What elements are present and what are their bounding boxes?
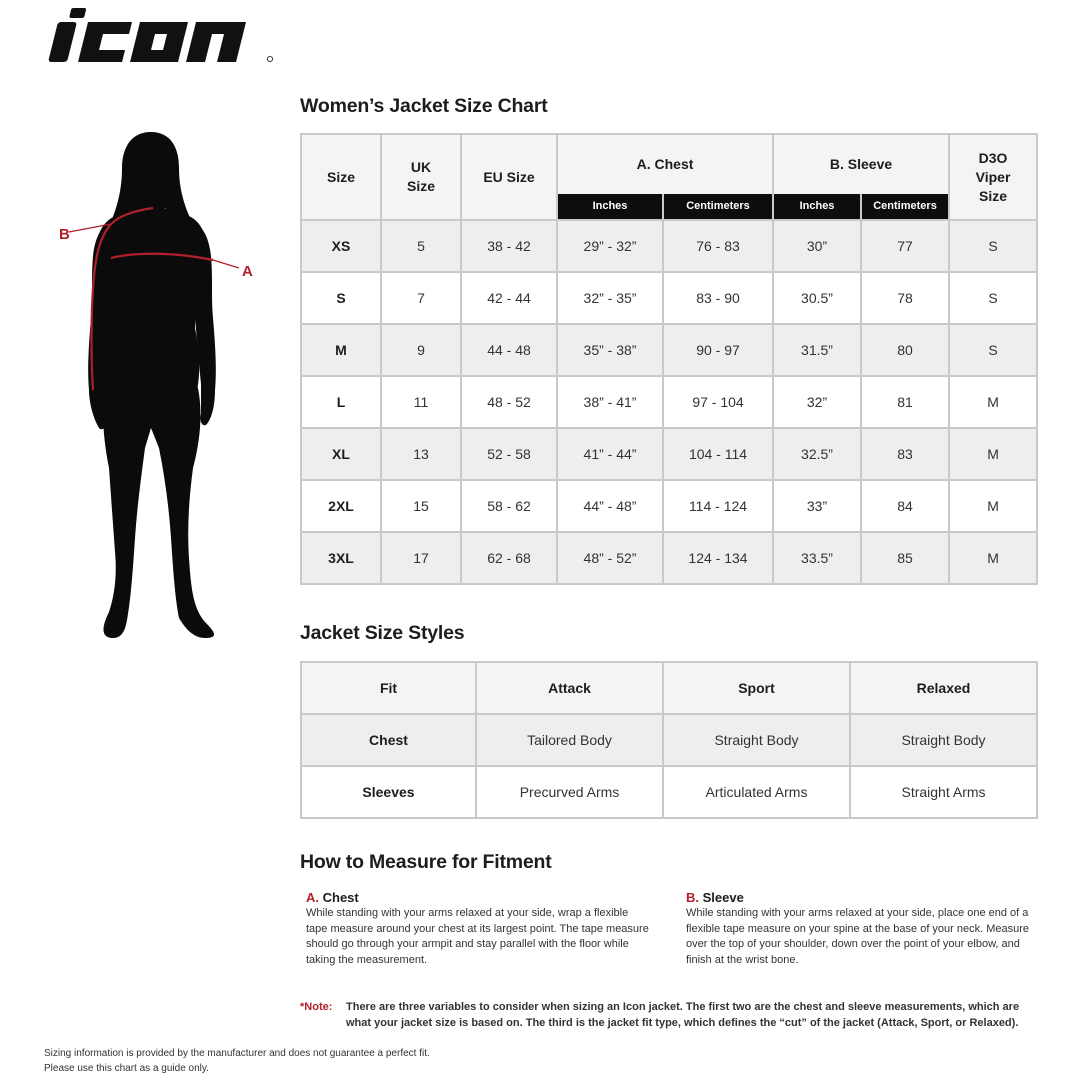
cell-size: XL <box>301 428 381 480</box>
cell-d3o: M <box>949 480 1037 532</box>
registered-mark-icon <box>267 56 272 61</box>
logo-i-stem <box>48 22 77 62</box>
header-fit: Fit <box>301 662 476 714</box>
label-b: B <box>59 226 70 243</box>
cell-sleeve-in: 32” <box>773 376 861 428</box>
cell-sleeve-cm: 84 <box>861 480 949 532</box>
header-sleeve: B. Sleeve <box>773 134 949 194</box>
cell-chest-in: 35” - 38” <box>557 324 663 376</box>
table-row <box>301 766 1037 818</box>
jacket-styles-table <box>300 661 1038 819</box>
cell-attack: Tailored Body <box>476 714 663 766</box>
header-uk-size: UK Size <box>381 134 461 220</box>
cell-relaxed: Straight Body <box>850 714 1037 766</box>
cell-sleeve-cm: 81 <box>861 376 949 428</box>
cell-d3o: M <box>949 428 1037 480</box>
table-row <box>301 272 1037 324</box>
cell-sleeve-cm: 80 <box>861 324 949 376</box>
header-chest-inches: Inches <box>557 194 663 220</box>
row-label: Chest <box>301 714 476 766</box>
disclaimer-line: Please use this chart as a guide only. <box>44 1063 209 1074</box>
cell-eu: 62 - 68 <box>461 532 557 584</box>
cell-chest-in: 29” - 32” <box>557 220 663 272</box>
cell-size: M <box>301 324 381 376</box>
chest-line: should go through your armpit and stay parallel with the floor while <box>306 938 629 951</box>
logo-c <box>78 22 132 62</box>
header-sleeve-centimeters: Centimeters <box>861 194 949 220</box>
sleeve-instructions <box>686 890 1056 968</box>
cell-eu: 38 - 42 <box>461 220 557 272</box>
icon-logo <box>44 6 274 66</box>
body-measurement-diagram <box>55 128 270 643</box>
header-attack: Attack <box>476 662 663 714</box>
note-line: There are three variables to consider when sizing an Icon jacket. The first two are the chest and sleeve measurements, which are <box>346 1001 1020 1013</box>
cell-eu: 42 - 44 <box>461 272 557 324</box>
cell-chest-cm: 124 - 134 <box>663 532 773 584</box>
cell-uk: 5 <box>381 220 461 272</box>
header-chest-centimeters: Centimeters <box>663 194 773 220</box>
label-a: A <box>242 263 253 280</box>
header-d3o-viper-size: D3O Viper Size <box>949 134 1037 220</box>
sleeve-instructions-heading <box>686 890 1056 905</box>
cell-chest-cm: 114 - 124 <box>663 480 773 532</box>
sleeve-line: flexible tape measure on your spine at the base of your neck. Measure <box>686 922 1030 935</box>
sleeve-line: over the top of your shoulder, down over the point of your elbow, and <box>686 938 1020 951</box>
cell-chest-cm: 76 - 83 <box>663 220 773 272</box>
cell-d3o: M <box>949 376 1037 428</box>
size-chart-table <box>300 133 1038 585</box>
table-row <box>301 376 1037 428</box>
chest-line: taking the measurement. <box>306 953 428 966</box>
table-row <box>301 428 1037 480</box>
cell-chest-cm: 104 - 114 <box>663 428 773 480</box>
cell-chest-in: 41” - 44” <box>557 428 663 480</box>
cell-chest-in: 32” - 35” <box>557 272 663 324</box>
sleeve-line: While standing with your arms relaxed at your side, place one end of a <box>686 907 1029 920</box>
chest-instructions-heading <box>306 890 676 905</box>
header-chest: A. Chest <box>557 134 773 194</box>
cell-chest-in: 44” - 48” <box>557 480 663 532</box>
table-row <box>301 324 1037 376</box>
cell-eu: 44 - 48 <box>461 324 557 376</box>
cell-sleeve-cm: 85 <box>861 532 949 584</box>
table-row <box>301 220 1037 272</box>
cell-size: 2XL <box>301 480 381 532</box>
styles-title: Jacket Size Styles <box>300 622 465 644</box>
size-chart-header-row <box>301 134 1037 194</box>
cell-chest-cm: 90 - 97 <box>663 324 773 376</box>
cell-d3o: S <box>949 324 1037 376</box>
table-row <box>301 480 1037 532</box>
cell-uk: 7 <box>381 272 461 324</box>
cell-sleeve-in: 31.5” <box>773 324 861 376</box>
sleeve-letter: B. <box>686 890 699 905</box>
sleeve-name: Sleeve <box>702 890 744 905</box>
note-line: what your jacket size is based on. The third is the jacket fit type, which defines the “cut” of the jacket (Attack, Sport, or Relaxed). <box>346 1017 1019 1029</box>
cell-eu: 48 - 52 <box>461 376 557 428</box>
logo-o <box>130 22 188 62</box>
cell-size: 3XL <box>301 532 381 584</box>
measure-title: How to Measure for Fitment <box>300 851 552 873</box>
cell-sleeve-in: 30.5” <box>773 272 861 324</box>
disclaimer <box>44 1046 430 1076</box>
size-chart-title: Women’s Jacket Size Chart <box>300 95 548 117</box>
chest-instructions <box>306 890 676 968</box>
logo-n <box>186 22 246 62</box>
cell-uk: 11 <box>381 376 461 428</box>
cell-sleeve-in: 32.5” <box>773 428 861 480</box>
cell-sport: Articulated Arms <box>663 766 850 818</box>
table-row <box>301 714 1037 766</box>
styles-header-row <box>301 662 1037 714</box>
chest-line: While standing with your arms relaxed at your side, wrap a flexible <box>306 907 629 920</box>
cell-uk: 15 <box>381 480 461 532</box>
note-label: *Note: <box>300 1001 333 1013</box>
chest-name: Chest <box>322 890 359 905</box>
cell-attack: Precurved Arms <box>476 766 663 818</box>
cell-size: L <box>301 376 381 428</box>
header-eu-size: EU Size <box>461 134 557 220</box>
sizing-note <box>300 999 1040 1031</box>
cell-d3o: S <box>949 272 1037 324</box>
logo-i-dot <box>69 8 86 18</box>
cell-sport: Straight Body <box>663 714 850 766</box>
cell-size: S <box>301 272 381 324</box>
cell-uk: 17 <box>381 532 461 584</box>
header-size: Size <box>301 134 381 220</box>
chest-letter: A. <box>306 890 319 905</box>
cell-sleeve-cm: 77 <box>861 220 949 272</box>
sleeve-line: finish at the wrist bone. <box>686 953 799 966</box>
cell-d3o: S <box>949 220 1037 272</box>
cell-uk: 13 <box>381 428 461 480</box>
cell-chest-in: 48” - 52” <box>557 532 663 584</box>
row-label: Sleeves <box>301 766 476 818</box>
cell-sleeve-in: 33” <box>773 480 861 532</box>
cell-chest-cm: 97 - 104 <box>663 376 773 428</box>
cell-eu: 52 - 58 <box>461 428 557 480</box>
header-relaxed: Relaxed <box>850 662 1037 714</box>
cell-uk: 9 <box>381 324 461 376</box>
cell-size: XS <box>301 220 381 272</box>
header-sleeve-inches: Inches <box>773 194 861 220</box>
cell-sleeve-in: 30” <box>773 220 861 272</box>
cell-chest-cm: 83 - 90 <box>663 272 773 324</box>
header-sport: Sport <box>663 662 850 714</box>
cell-eu: 58 - 62 <box>461 480 557 532</box>
cell-sleeve-cm: 83 <box>861 428 949 480</box>
disclaimer-line: Sizing information is provided by the manufacturer and does not guarantee a perfect fit. <box>44 1048 430 1059</box>
table-row <box>301 532 1037 584</box>
cell-sleeve-in: 33.5” <box>773 532 861 584</box>
cell-sleeve-cm: 78 <box>861 272 949 324</box>
cell-d3o: M <box>949 532 1037 584</box>
chest-line: tape measure around your chest at its largest point. The tape measure <box>306 922 649 935</box>
cell-relaxed: Straight Arms <box>850 766 1037 818</box>
cell-chest-in: 38” - 41” <box>557 376 663 428</box>
